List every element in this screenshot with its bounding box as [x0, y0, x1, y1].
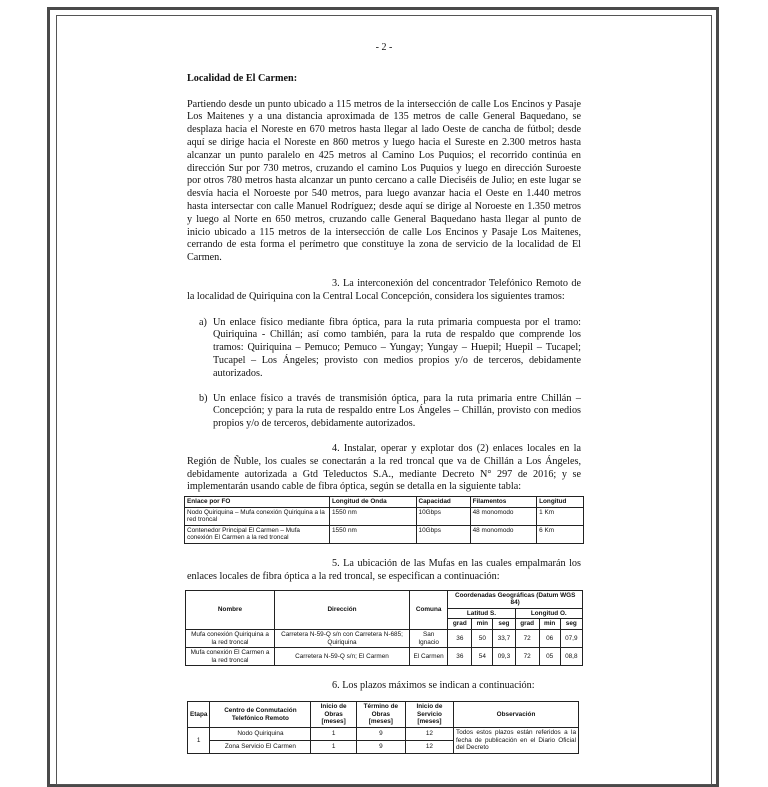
table-cell: 12 — [405, 728, 453, 741]
table-header-row — [188, 702, 579, 728]
table-row — [185, 507, 584, 525]
table-cell: 06 — [539, 630, 560, 648]
table-header-cell: Longitud — [537, 497, 584, 508]
table-cell: 05 — [539, 648, 560, 666]
table-cell: 33,7 — [493, 630, 515, 648]
route-list — [187, 317, 581, 431]
list-marker: b) — [199, 392, 208, 404]
table-cell: 54 — [472, 648, 493, 666]
paragraph-3-interconnection: 3. La interconexión del concentrador Telefónico Remoto de la localidad de Quiriquina con la Central Local Concepción, considera los siguientes tramos: — [187, 277, 581, 302]
table-header-cell: Filamentos — [470, 497, 536, 508]
paragraph-6-deadlines: 6. Los plazos máximos se indican a continuación: — [332, 680, 535, 692]
table-header-cell: Latitud S. — [448, 608, 515, 619]
paragraph-4-local-links: 4. Instalar, operar y explotar dos (2) enlaces locales en la Región de Ñuble, los cuales se conectarán a la red troncal que va de Chillán a Los Ángeles, debidamente autorizada a Gtd Teleductos S.A., mediante Decreto N° 297 de 2016; y se implementarán usando cable de fibra óptica, según se detalla en la siguiente tabla: — [187, 442, 581, 493]
table-cell: 9 — [356, 728, 405, 741]
paragraph-route-description: Partiendo desde un punto ubicado a 115 metros de la intersección de calle Los Encinos y Pasaje Los Maitenes y a una distancia aproximada de 135 metros de calle General Baquedano, se desplaza hacia el Noreste en 670 metros hasta llegar al lado Oeste de cancha de fútbol; desde aquí se dirige hacia el Noreste en 860 metros y luego hacia el Sureste en 2.300 metros hasta alcanzar un punto paralelo en 425 metros al Camino Los Puquios; el recorrido continúa en dirección Sur por 730 metros, cruzando el camino Los Puquios y luego en dirección Suroeste por otros 780 metros hasta alcanzar un punto cercano a calle Dieciséis de Julio; en este lugar se desvía hacia el Noroeste por 540 metros, para luego avanzar hacia el Oeste en 1.440 metros hasta intersectar con calle Manuel Rodríguez; desde aquí se dirige al Noroeste en 1.350 metros y luego al Norte en 650 metros, cruzando calle General Baquedano hasta llegar al punto de inicio ubicado a 115 metros de la intersección de calle Los Encinos y Pasaje Los Maitenes, cerrando de esta forma el perímetro que constituye la zona de servicio de la localidad de El Carmen. — [187, 98, 581, 264]
table-cell: 10Gbps — [416, 525, 470, 543]
table-cell: 10Gbps — [416, 507, 470, 525]
table-row — [186, 648, 583, 666]
table-header-cell: Enlace por FO — [185, 497, 330, 508]
table-header-cell: Término de Obras [meses] — [356, 702, 405, 728]
table-cell: 1550 nm — [330, 525, 417, 543]
table-cell: 6 Km — [537, 525, 584, 543]
table-header-row — [185, 497, 584, 508]
table-row — [188, 728, 579, 741]
table-cell: San Ignacio — [410, 630, 448, 648]
table-cell: 1 — [311, 740, 356, 753]
table-header-cell: Comuna — [410, 590, 448, 629]
deadlines-table — [187, 701, 579, 754]
table-header-cell: Centro de Conmutación Telefónico Remoto — [210, 702, 311, 728]
table-header-cell: Etapa — [188, 702, 210, 728]
table-cell: Carretera N-59-Q s/n con Carretera N-685; Quiriquina — [275, 630, 410, 648]
table-header-cell: min — [539, 619, 560, 630]
table-header-cell: Capacidad — [416, 497, 470, 508]
table-header-cell: grad — [515, 619, 539, 630]
table-cell: Carretera N-59-Q s/n; El Carmen — [275, 648, 410, 666]
table-header-cell: min — [472, 619, 493, 630]
table-row — [185, 525, 584, 543]
paragraph-5-splice-locations: 5. La ubicación de las Mufas en las cuales empalmarán los enlaces locales de fibra óptica a la red troncal, se especifican a continuación: — [187, 558, 581, 582]
table-cell: El Carmen — [410, 648, 448, 666]
table-header-cell: Inicio de Obras [meses] — [311, 702, 356, 728]
table-cell: 36 — [448, 648, 472, 666]
table-cell: 09,3 — [493, 648, 515, 666]
table-header-cell: Observación — [454, 702, 579, 728]
table-cell: 07,9 — [560, 630, 582, 648]
table-cell: Zona Servicio El Carmen — [210, 740, 311, 753]
table-cell: Nodo Quiriquina – Mufa conexión Quiriquina a la red troncal — [185, 507, 330, 525]
table-cell: 72 — [515, 648, 539, 666]
list-item-b — [199, 393, 581, 431]
splice-locations-table — [185, 590, 583, 667]
table-cell: 36 — [448, 630, 472, 648]
table-header-cell: Nombre — [186, 590, 275, 629]
table-header-cell: seg — [560, 619, 582, 630]
table-header-cell: Coordenadas Geográficas (Datum WGS 84) — [448, 590, 583, 608]
table-cell: 48 monomodo — [470, 507, 536, 525]
section-title: Localidad de El Carmen: — [187, 72, 298, 84]
list-item-a — [199, 317, 581, 381]
table-cell: 1 Km — [537, 507, 584, 525]
table-cell: Mufa conexión Quiriquina a la red troncal — [186, 630, 275, 648]
table-cell: 1550 nm — [330, 507, 417, 525]
table-header-cell: Inicio de Servicio [meses] — [405, 702, 453, 728]
table-row — [186, 630, 583, 648]
table-cell: 1 — [311, 728, 356, 741]
list-item-text: Un enlace físico mediante fibra óptica, para la ruta primaria compuesta por el tramo: Quiriquina - Chillán; así como también, para la ruta de respaldo que comprende los tramos: Quiriquina – Pemuco; Pemuco – Yungay; Yungay – Huepil; Huepil – Tucapel; Tucapel – Los Ángeles; provisto con medios propios y/o de terceros, debidamente autorizados. — [213, 316, 581, 379]
table-cell: 72 — [515, 630, 539, 648]
table-cell: 08,8 — [560, 648, 582, 666]
page-number: - 2 - — [375, 42, 393, 53]
table-cell-observation: Todos estos plazos están referidos a la fecha de publicación en el Diario Oficial del Decreto — [454, 728, 579, 754]
table-cell: 9 — [356, 740, 405, 753]
table-cell: 12 — [405, 740, 453, 753]
table-cell: 1 — [188, 728, 210, 754]
table-cell: Contenedor Principal El Carmen – Mufa conexión El Carmen a la red troncal — [185, 525, 330, 543]
table-cell: Mufa conexión El Carmen a la red troncal — [186, 648, 275, 666]
table-cell: 50 — [472, 630, 493, 648]
list-item-text: Un enlace físico a través de transmisión óptica, para la ruta primaria entre Chillán – Concepción; y para la ruta de respaldo entre Los Ángeles – Chillán, provisto con medios propios y/o de terceros, debidamente autorizados. — [213, 392, 581, 430]
table-header-row — [186, 590, 583, 608]
table-header-cell: grad — [448, 619, 472, 630]
table-header-cell: seg — [493, 619, 515, 630]
fiber-links-table — [184, 496, 584, 544]
document-content — [187, 42, 581, 754]
table-header-cell: Longitud O. — [515, 608, 582, 619]
table-header-cell: Longitud de Onda — [330, 497, 417, 508]
list-marker: a) — [199, 316, 207, 328]
table-header-cell: Dirección — [275, 590, 410, 629]
table-cell: Nodo Quiriquina — [210, 728, 311, 741]
table-cell: 48 monomodo — [470, 525, 536, 543]
